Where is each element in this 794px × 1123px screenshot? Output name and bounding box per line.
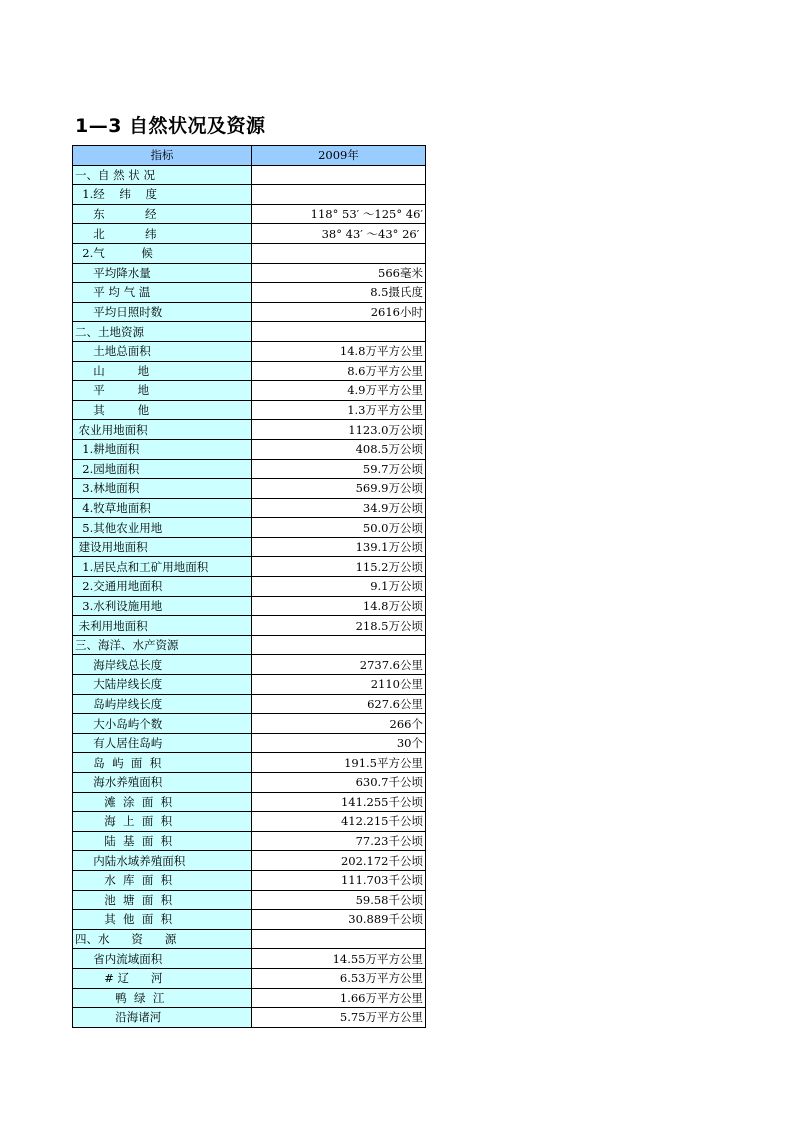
- row-value: [252, 243, 426, 263]
- row-label: 一、自 然 状 况: [73, 165, 252, 185]
- row-label: 山 地: [73, 361, 252, 381]
- row-value: 412.215千公顷: [252, 812, 426, 832]
- row-label: 陆 基 面 积: [73, 831, 252, 851]
- table-row: [73, 733, 426, 753]
- page-title: 1—3 自然状况及资源: [75, 115, 266, 137]
- table-row: [73, 694, 426, 714]
- row-label: 内陆水域养殖面积: [73, 851, 252, 871]
- row-value: 1123.0万公顷: [252, 420, 426, 440]
- row-value: 8.6万平方公里: [252, 361, 426, 381]
- row-label: 北 纬: [73, 224, 252, 244]
- table-row: [73, 1008, 426, 1028]
- row-label: 1.耕地面积: [73, 439, 252, 459]
- row-value: 115.2万公顷: [252, 557, 426, 577]
- row-value: 141.255千公顷: [252, 792, 426, 812]
- table-row: [73, 910, 426, 930]
- row-value: 630.7千公顷: [252, 773, 426, 793]
- row-label: 其 他 面 积: [73, 910, 252, 930]
- table-row: [73, 635, 426, 655]
- row-label: 2.气 候: [73, 243, 252, 263]
- row-value: 50.0万公顷: [252, 518, 426, 538]
- table-row: [73, 459, 426, 479]
- row-label: 池 塘 面 积: [73, 890, 252, 910]
- row-label: 鸭 绿 江: [73, 988, 252, 1008]
- row-value: 14.8万公顷: [252, 596, 426, 616]
- row-value: 14.55万平方公里: [252, 949, 426, 969]
- table-row: [73, 420, 426, 440]
- row-value: 118° 53′ ～125° 46′: [252, 204, 426, 224]
- row-label: # 辽 河: [73, 968, 252, 988]
- row-label: 海 上 面 积: [73, 812, 252, 832]
- table-row: [73, 361, 426, 381]
- table-row: [73, 518, 426, 538]
- row-label: 四、水 资 源: [73, 929, 252, 949]
- row-value: 30.889千公顷: [252, 910, 426, 930]
- row-label: 大小岛屿个数: [73, 714, 252, 734]
- row-label: 平 均 气 温: [73, 283, 252, 303]
- row-value: 4.9万平方公里: [252, 381, 426, 401]
- table-row: [73, 792, 426, 812]
- table-row: [73, 224, 426, 244]
- row-value: 2110公里: [252, 675, 426, 695]
- table-row: [73, 675, 426, 695]
- table-header-row: [73, 146, 426, 166]
- table-row: [73, 439, 426, 459]
- table-row: [73, 870, 426, 890]
- row-label: 岛屿岸线长度: [73, 694, 252, 714]
- row-label: 平均日照时数: [73, 302, 252, 322]
- row-label: 水 库 面 积: [73, 870, 252, 890]
- table-row: [73, 890, 426, 910]
- row-label: 农业用地面积: [73, 420, 252, 440]
- table-row: [73, 557, 426, 577]
- row-label: 3.林地面积: [73, 479, 252, 499]
- row-label: 岛 屿 面 积: [73, 753, 252, 773]
- row-value: 191.5平方公里: [252, 753, 426, 773]
- row-value: 569.9万公顷: [252, 479, 426, 499]
- row-value: 30个: [252, 733, 426, 753]
- table-row: [73, 263, 426, 283]
- table-row: [73, 851, 426, 871]
- row-value: [252, 185, 426, 205]
- row-value: 8.5摄氏度: [252, 283, 426, 303]
- table-row: [73, 988, 426, 1008]
- row-value: 627.6公里: [252, 694, 426, 714]
- row-label: 平均降水量: [73, 263, 252, 283]
- row-label: 三、海洋、水产资源: [73, 635, 252, 655]
- row-label: 省内流域面积: [73, 949, 252, 969]
- table-row: [73, 812, 426, 832]
- row-label: 其 他: [73, 400, 252, 420]
- row-value: 59.7万公顷: [252, 459, 426, 479]
- data-table: [72, 145, 426, 1028]
- table-row: [73, 204, 426, 224]
- table-row: [73, 283, 426, 303]
- table-row: [73, 577, 426, 597]
- table-row: [73, 537, 426, 557]
- table-row: [73, 341, 426, 361]
- table-row: [73, 949, 426, 969]
- row-label: 大陆岸线长度: [73, 675, 252, 695]
- table-row: [73, 929, 426, 949]
- row-value: [252, 635, 426, 655]
- row-value: 9.1万公顷: [252, 577, 426, 597]
- row-value: 139.1万公顷: [252, 537, 426, 557]
- row-label: 5.其他农业用地: [73, 518, 252, 538]
- row-value: 2737.6公里: [252, 655, 426, 675]
- row-label: 2.园地面积: [73, 459, 252, 479]
- row-label: 二、土地资源: [73, 322, 252, 342]
- table-row: [73, 616, 426, 636]
- row-label: 1.经 纬 度: [73, 185, 252, 205]
- row-value: 566毫米: [252, 263, 426, 283]
- row-label: 4.牧草地面积: [73, 498, 252, 518]
- column-header-indicator: 指标: [73, 146, 252, 166]
- table-row: [73, 498, 426, 518]
- table-row: [73, 243, 426, 263]
- table-row: [73, 322, 426, 342]
- table-row: [73, 479, 426, 499]
- row-label: 土地总面积: [73, 341, 252, 361]
- table-row: [73, 753, 426, 773]
- table-row: [73, 165, 426, 185]
- table-row: [73, 185, 426, 205]
- table-row: [73, 400, 426, 420]
- row-value: [252, 322, 426, 342]
- row-label: 有人居住岛屿: [73, 733, 252, 753]
- table-row: [73, 831, 426, 851]
- table-row: [73, 968, 426, 988]
- table-row: [73, 381, 426, 401]
- row-value: 266个: [252, 714, 426, 734]
- row-value: 77.23千公顷: [252, 831, 426, 851]
- row-value: [252, 165, 426, 185]
- row-value: 218.5万公顷: [252, 616, 426, 636]
- row-label: 建设用地面积: [73, 537, 252, 557]
- table-row: [73, 773, 426, 793]
- row-value: 6.53万平方公里: [252, 968, 426, 988]
- row-label: 平 地: [73, 381, 252, 401]
- table-row: [73, 596, 426, 616]
- row-value: 1.3万平方公里: [252, 400, 426, 420]
- row-label: 沿海诸河: [73, 1008, 252, 1028]
- table-row: [73, 714, 426, 734]
- row-label: 海水养殖面积: [73, 773, 252, 793]
- row-label: 2.交通用地面积: [73, 577, 252, 597]
- row-value: 38° 43′ ～43° 26′: [252, 224, 426, 244]
- row-value: 59.58千公顷: [252, 890, 426, 910]
- table-row: [73, 655, 426, 675]
- row-label: 滩 涂 面 积: [73, 792, 252, 812]
- row-value: 202.172千公顷: [252, 851, 426, 871]
- row-value: 2616小时: [252, 302, 426, 322]
- row-value: [252, 929, 426, 949]
- row-value: 1.66万平方公里: [252, 988, 426, 1008]
- row-label: 海岸线总长度: [73, 655, 252, 675]
- row-value: 408.5万公顷: [252, 439, 426, 459]
- row-value: 111.703千公顷: [252, 870, 426, 890]
- row-label: 3.水利设施用地: [73, 596, 252, 616]
- row-label: 未利用地面积: [73, 616, 252, 636]
- table-body: [73, 165, 426, 1027]
- row-label: 东 经: [73, 204, 252, 224]
- column-header-year: 2009年: [252, 146, 426, 166]
- row-value: 34.9万公顷: [252, 498, 426, 518]
- row-value: 14.8万平方公里: [252, 341, 426, 361]
- table-row: [73, 302, 426, 322]
- row-value: 5.75万平方公里: [252, 1008, 426, 1028]
- row-label: 1.居民点和工矿用地面积: [73, 557, 252, 577]
